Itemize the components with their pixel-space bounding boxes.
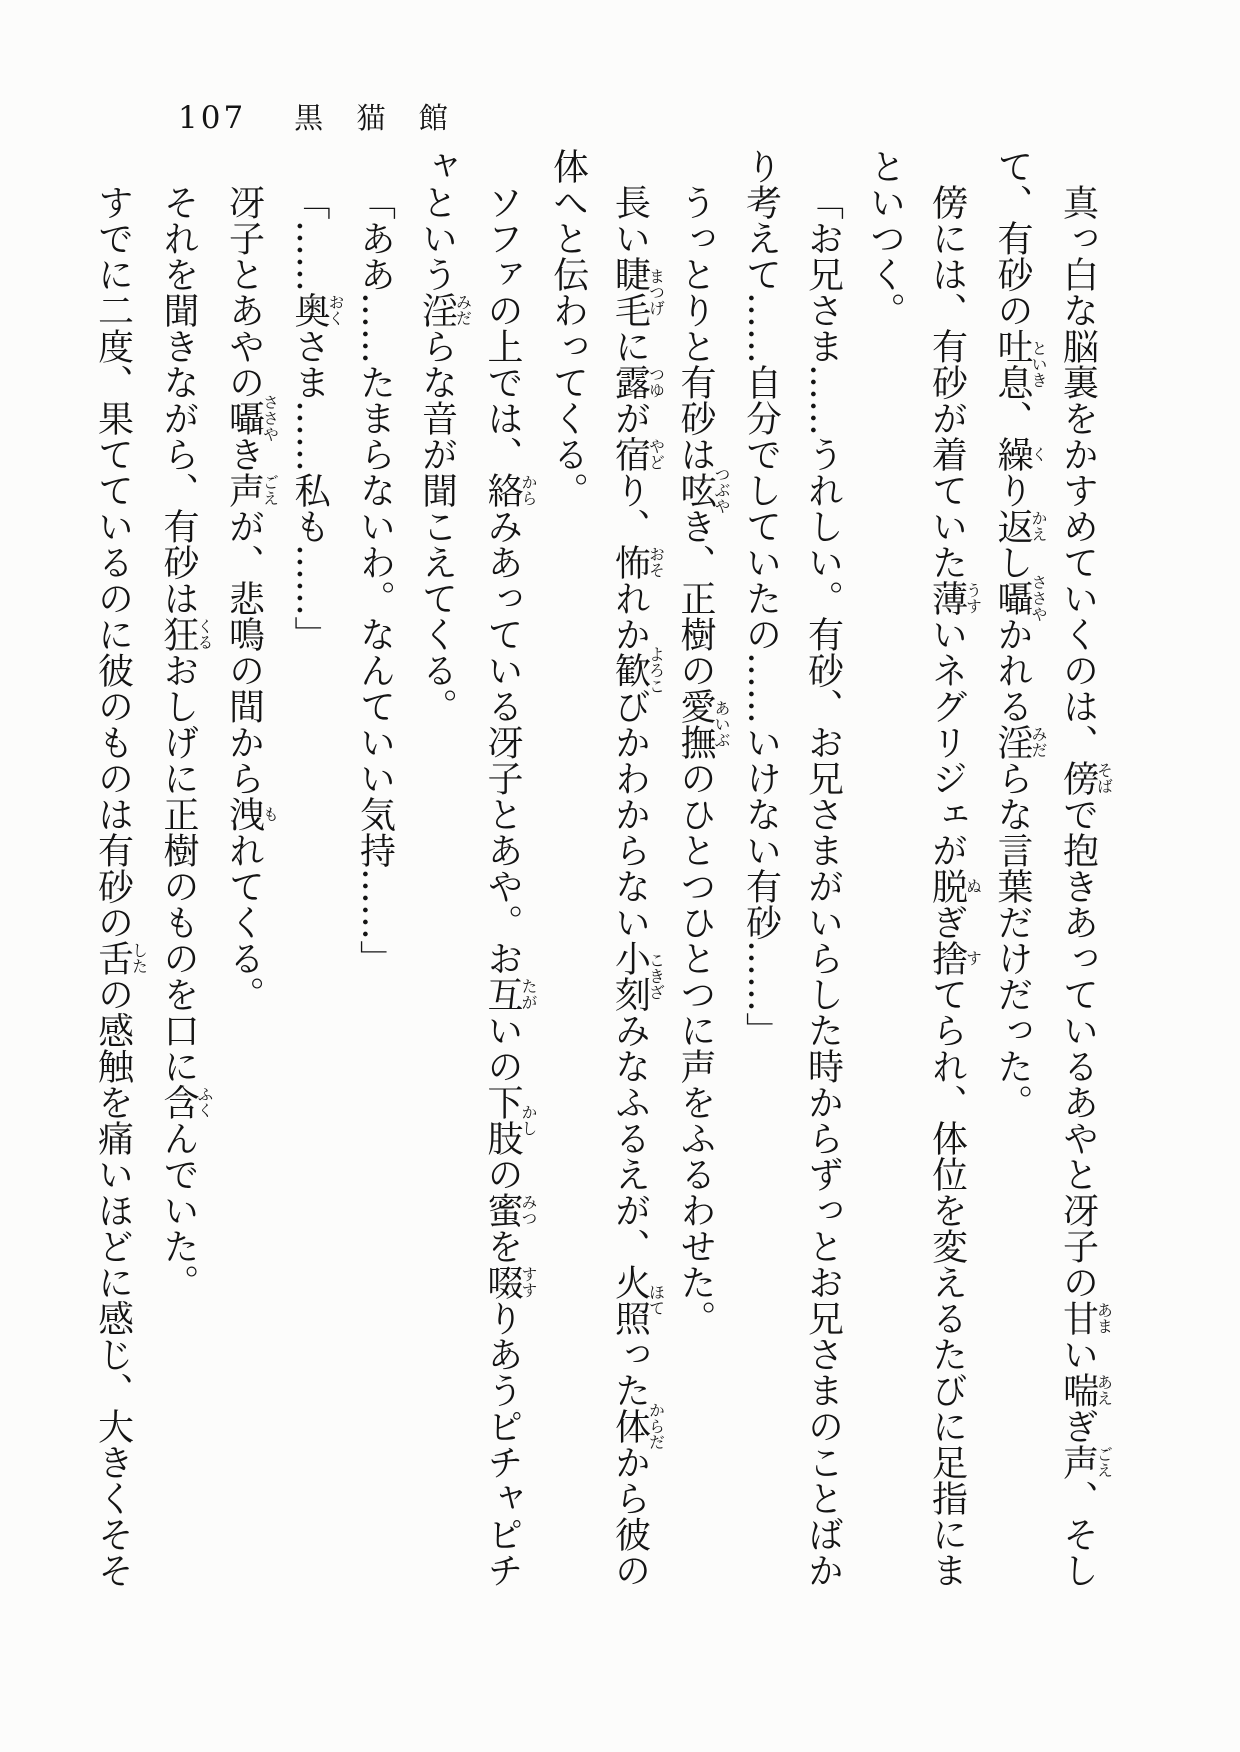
text-line: 体へと伝わってくる。 (547, 148, 589, 508)
running-head (178, 96, 481, 137)
ruby-annotated-word: 狂くる (158, 616, 214, 652)
page-number: 107 (178, 100, 247, 136)
text-line: り考えて……自分でしていたの……いけない有砂……」 (740, 148, 782, 1048)
text-line: 真っ白な脳裏をかすめていくのは、傍そばで抱きあっているあやと冴子の甘あまい喘あえぎ声ごえ、そし (1057, 184, 1114, 1588)
paragraph (981, 148, 1112, 1594)
ruby-annotated-word: 火照ほて (609, 1264, 666, 1336)
book-title: 黒猫館 (294, 101, 482, 135)
ruby-annotated-word: 歓よろこ (609, 646, 666, 694)
text-line: ソファの上では、絡からみあっている冴子とあや。お互たがいの下肢かしの蜜みつを啜すすりあうピチャピチ (482, 184, 538, 1588)
ruby-annotated-word: 体からだ (609, 1402, 666, 1450)
ruby-annotated-word: 喘あえ (1057, 1372, 1114, 1408)
ruby-annotated-word: 小刻こきざ (609, 940, 666, 1012)
ruby-annotated-word: 愛撫あいぶ (675, 688, 731, 760)
text-body (82, 148, 1113, 1594)
ruby-annotated-word: 宿やど (609, 436, 666, 472)
ruby-annotated-word: 脱ぬ (926, 868, 983, 904)
paragraph (854, 148, 982, 1594)
paragraph (278, 148, 344, 1594)
text-line: 長い睫毛まつげに露つゆが宿やどり、怖おそれか歓よろこびかわからない小刻こきざみなふるえが、火照ほてった体からだから彼の (609, 184, 666, 1588)
ruby-annotated-word: 舌した (92, 940, 149, 976)
text-line: 「お兄さま……うれしい。有砂、お兄さまがいらした時からずっとお兄さまのことばか (802, 184, 844, 1588)
paragraph (213, 148, 279, 1594)
text-line: ャという淫みだらな音が聞こえてくる。 (416, 148, 473, 724)
paragraph (537, 148, 665, 1594)
ruby-annotated-word: 奥おく (289, 292, 345, 328)
ruby-annotated-word: 薄うす (926, 580, 983, 616)
ruby-annotated-word: 返かえ (992, 508, 1048, 544)
ruby-annotated-word: 甘あま (1057, 1300, 1114, 1336)
ruby-annotated-word: 洩も (223, 796, 280, 832)
text-line: 「ああ……たまらないわ。なんていい気持……」 (354, 184, 396, 976)
ruby-annotated-word: 淫みだ (416, 292, 473, 328)
text-line: 傍には、有砂が着ていた薄うすいネグリジェが脱ぬぎ捨すてられ、体位を変えるたびに足指にま (926, 184, 983, 1588)
ruby-annotated-word: 啜すす (482, 1264, 538, 1300)
text-line: て、有砂の吐息といき、繰くり返かえし囁ささやかれる淫みだらな言葉だけだった。 (992, 148, 1048, 1120)
paragraph (344, 148, 406, 1594)
ruby-annotated-word: 睫毛まつげ (609, 256, 666, 328)
ruby-annotated-word: 声ごえ (1057, 1444, 1114, 1480)
ruby-annotated-word: 互たが (482, 976, 538, 1012)
ruby-annotated-word: 囁ささや (223, 394, 280, 442)
text-line: それを聞きながら、有砂は狂くるおしげに正樹のものを口に含ふくんでいた。 (158, 184, 214, 1300)
ruby-annotated-word: 露つゆ (609, 364, 666, 400)
ruby-annotated-word: 繰く (992, 436, 1048, 472)
ruby-annotated-word: 淫みだ (992, 724, 1048, 760)
paragraph (406, 148, 537, 1594)
text-line: 「……奥おくさま……私も……」 (289, 184, 345, 652)
ruby-annotated-word: 囁ささや (992, 574, 1048, 622)
text-line: すでに二度、果てているのに彼のものは有砂の舌したの感触を痛いほどに感じ、大きくそそ (92, 184, 149, 1588)
text-line: といつく。 (864, 148, 906, 328)
ruby-annotated-word: 捨す (926, 940, 983, 976)
ruby-annotated-word: 呟つぶや (675, 466, 731, 514)
text-line: 冴子とあやの囁ささやき声ごえが、悲鳴の間から洩もれてくる。 (223, 184, 280, 1012)
ruby-annotated-word: 吐息といき (992, 328, 1048, 400)
text-line: うっとりと有砂は呟つぶやき、正樹の愛撫あいぶのひとつひとつに声をふるわせた。 (675, 184, 731, 1336)
paragraph (730, 148, 854, 1594)
ruby-annotated-word: 怖おそ (609, 544, 666, 580)
paragraph (82, 148, 148, 1594)
ruby-annotated-word: 蜜みつ (482, 1192, 538, 1228)
ruby-annotated-word: 絡から (482, 472, 538, 508)
paragraph (147, 148, 213, 1594)
ruby-annotated-word: 下肢かし (482, 1084, 538, 1156)
ruby-annotated-word: 傍そば (1057, 760, 1114, 796)
ruby-annotated-word: 声ごえ (223, 472, 280, 508)
paragraph (664, 148, 730, 1594)
ruby-annotated-word: 含ふく (158, 1084, 214, 1120)
